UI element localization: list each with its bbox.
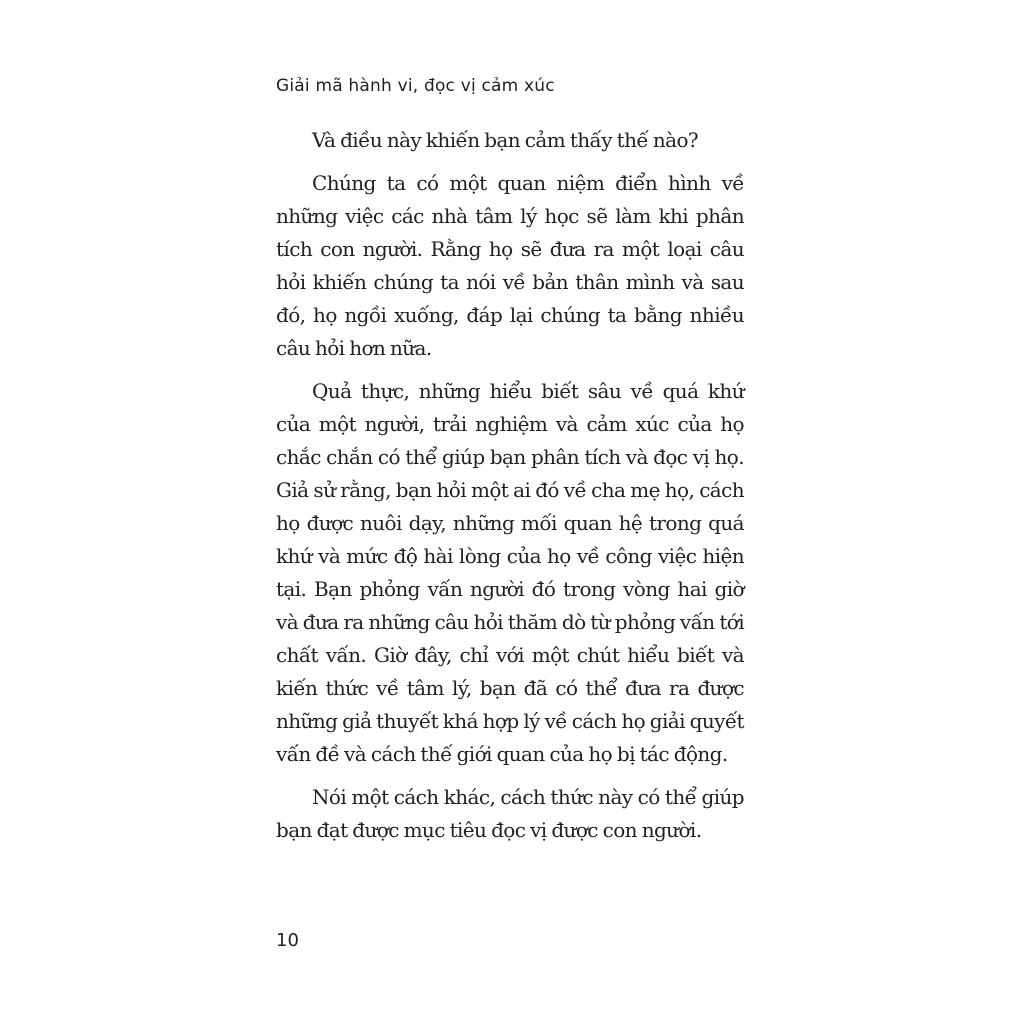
paragraph-4: Nói một cách khác, cách thức này có thể giúp bạn đạt được mục tiêu đọc vị được con người. (276, 785, 744, 842)
body-text (276, 124, 744, 857)
paragraph-1: Và điều này khiến bạn cảm thấy thế nào? (312, 128, 699, 152)
paragraph-3: Quả thực, những hiểu biết sâu về quá khứ của một người, trải nghiệm và cảm xúc của họ chắc chắn có thể giúp bạn phân tích và đọc vị họ. Giả sử rằng, bạn hỏi một ai đó về cha mẹ họ, cách họ được nuôi dạy, những mối quan hệ trong quá khứ và mức độ hài lòng của họ về công việc hiện tại. Bạn phỏng vấn người đó trong vòng hai giờ và đưa ra những câu hỏi thăm dò từ phỏng vấn tới chất vấn. Giờ đây, chỉ với một chút hiểu biết và kiến thức về tâm lý, bạn đã có thể đưa ra được những giả thuyết khá hợp lý về cách họ giải quyết vấn đề và cách thế giới quan của họ bị tác động. (276, 379, 744, 766)
page-number: 10 (276, 930, 299, 951)
paragraph-2: Chúng ta có một quan niệm điển hình về những việc các nhà tâm lý học sẽ làm khi phân tích con người. Rằng họ sẽ đưa ra một loại câu hỏi khiến chúng ta nói về bản thân mình và sau đó, họ ngồi xuống, đáp lại chúng ta bằng nhiều câu hỏi hơn nữa. (276, 171, 744, 360)
running-header: Giải mã hành vi, đọc vị cảm xúc (276, 76, 555, 96)
